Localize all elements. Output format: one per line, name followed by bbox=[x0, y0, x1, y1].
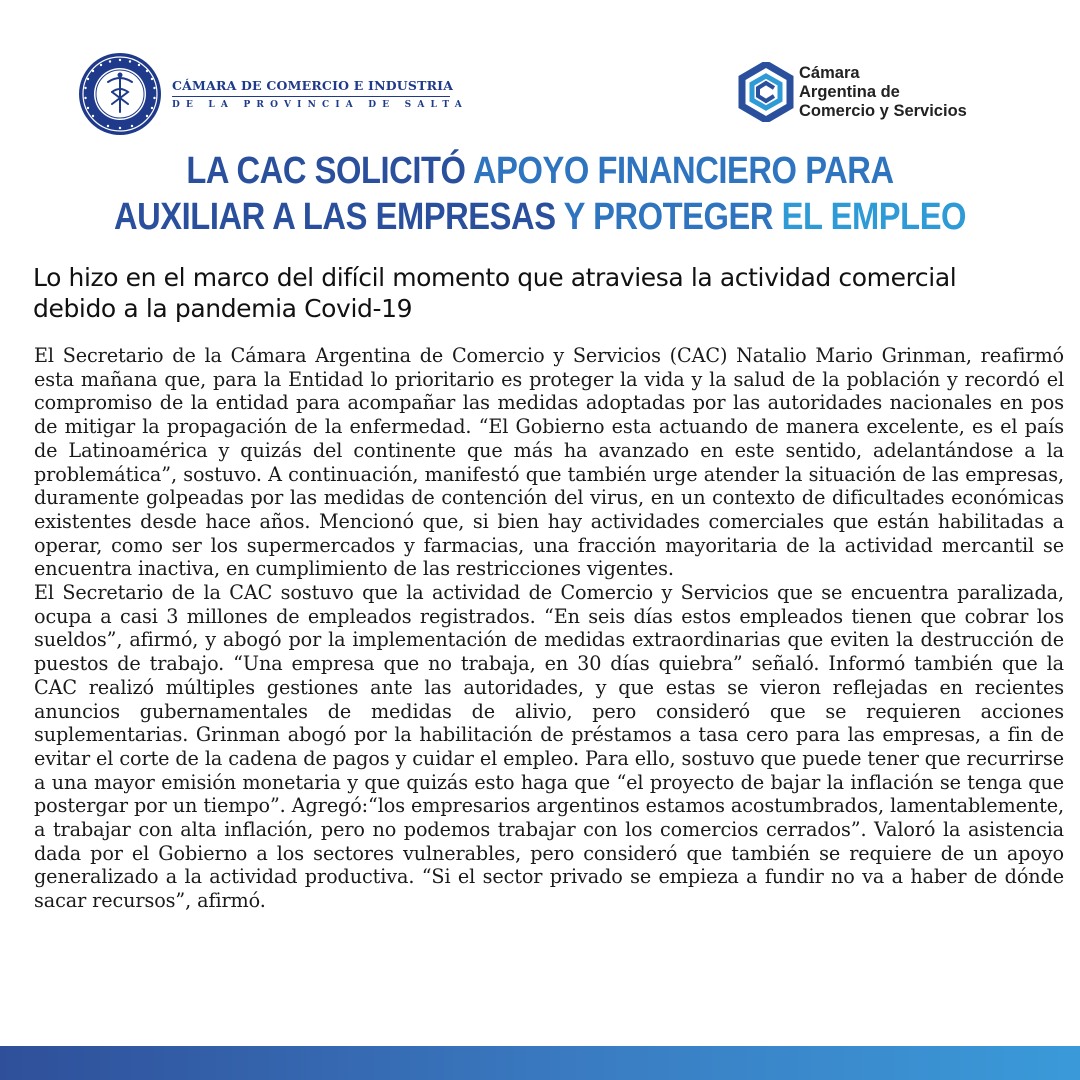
article-body bbox=[34, 344, 1064, 913]
cac-hexagon-icon bbox=[738, 62, 794, 122]
cac-logo bbox=[738, 62, 967, 122]
headline bbox=[76, 148, 1005, 240]
article-paragraph-1: El Secretario de la Cámara Argentina de Comercio y Servicios (CAC) Natalio Mario Grinman, reafirmó esta mañana que, para la Entidad lo prioritario es proteger la vida y la salud de la población y recordó el compromiso de la entidad para acompañar las medidas adoptadas por las autoridades nacionales en pos de mitigar la propagación de la enfermedad. “El Gobierno esta actuando de manera excelente, es el país de Latinoamérica y quizás del continente que más ha avanzado en este sentido, adelantándose a la problemática”, sostuvo. A continuación, manifestó que también urge atender la situación de las empresas, duramente golpeadas por las medidas de contención del virus, en un contexto de dificultades económicas existentes desde hace años. Mencionó que, si bien hay actividades comerciales que están habilitadas a operar, como ser los supermercados y farmacias, una fracción mayoritaria de la actividad mercantil se encuentra inactiva, en cumplimiento de las restricciones vigentes. bbox=[34, 344, 1064, 581]
salta-chamber-logo bbox=[78, 52, 468, 136]
cac-name-line2: Argentina de bbox=[799, 82, 900, 101]
salta-chamber-province: DE LA PROVINCIA DE SALTA bbox=[172, 100, 468, 110]
subtitle bbox=[33, 262, 1043, 324]
bottom-gradient-bar bbox=[0, 1046, 1080, 1080]
salta-chamber-divider bbox=[172, 96, 450, 97]
headline-line2: AUXILIAR A LAS EMPRESAS Y PROTEGER EL EMPLEO bbox=[113, 196, 967, 238]
cac-name-line1: Cámara bbox=[799, 63, 860, 82]
article-paragraph-2: El Secretario de la CAC sostuvo que la actividad de Comercio y Servicios que se encuentra paralizada, ocupa a casi 3 millones de empleados registrados. “En seis días estos empleados tienen que cobrar los sueldos”, afirmó, y abogó por la implementación de medidas extraordinarias que eviten la destrucción de puestos de trabajo. “Una empresa que no trabaja, en 30 días quiebra” señaló. Informó también que la CAC realizó múltiples gestiones ante las autoridades, y que estas se vieron reflejadas en recientes anuncios gubernamentales de medidas de alivio, pero consideró que se requieren acciones suplementarias. Grinman abogó por la habilitación de préstamos a tasa cero para las empresas, a fin de evitar el corte de la cadena de pagos y cuidar el empleo. Para ello, sostuvo que puede tener que recurrirse a una mayor emisión monetaria y que quizás esto haga que “el proyecto de bajar la inflación se tenga que postergar por un tiempo”. Agregó:“los empresarios argentinos estamos acostumbrados, lamentablemente, a trabajar con alta inflación, pero no podemos trabajar con los comercios cerrados”. Valoró la asistencia dada por el Gobierno a los sectores vulnerables, pero consideró que también se requiere de un apoyo generalizado a la actividad productiva. “Si el sector privado se empieza a fundir no va a haber de dónde sacar recursos”, afirmó. bbox=[34, 581, 1064, 913]
salta-chamber-name: CÁMARA DE COMERCIO E INDUSTRIA bbox=[172, 78, 454, 93]
headline-line1: LA CAC SOLICITÓ APOYO FINANCIERO PARA bbox=[186, 150, 894, 192]
subtitle-line1: Lo hizo en el marco del difícil momento que atraviesa la actividad comercial bbox=[33, 263, 957, 292]
cac-name-line3: Comercio y Servicios bbox=[799, 101, 967, 120]
salta-chamber-seal-icon bbox=[78, 52, 162, 136]
subtitle-line2: debido a la pandemia Covid-19 bbox=[33, 294, 413, 323]
